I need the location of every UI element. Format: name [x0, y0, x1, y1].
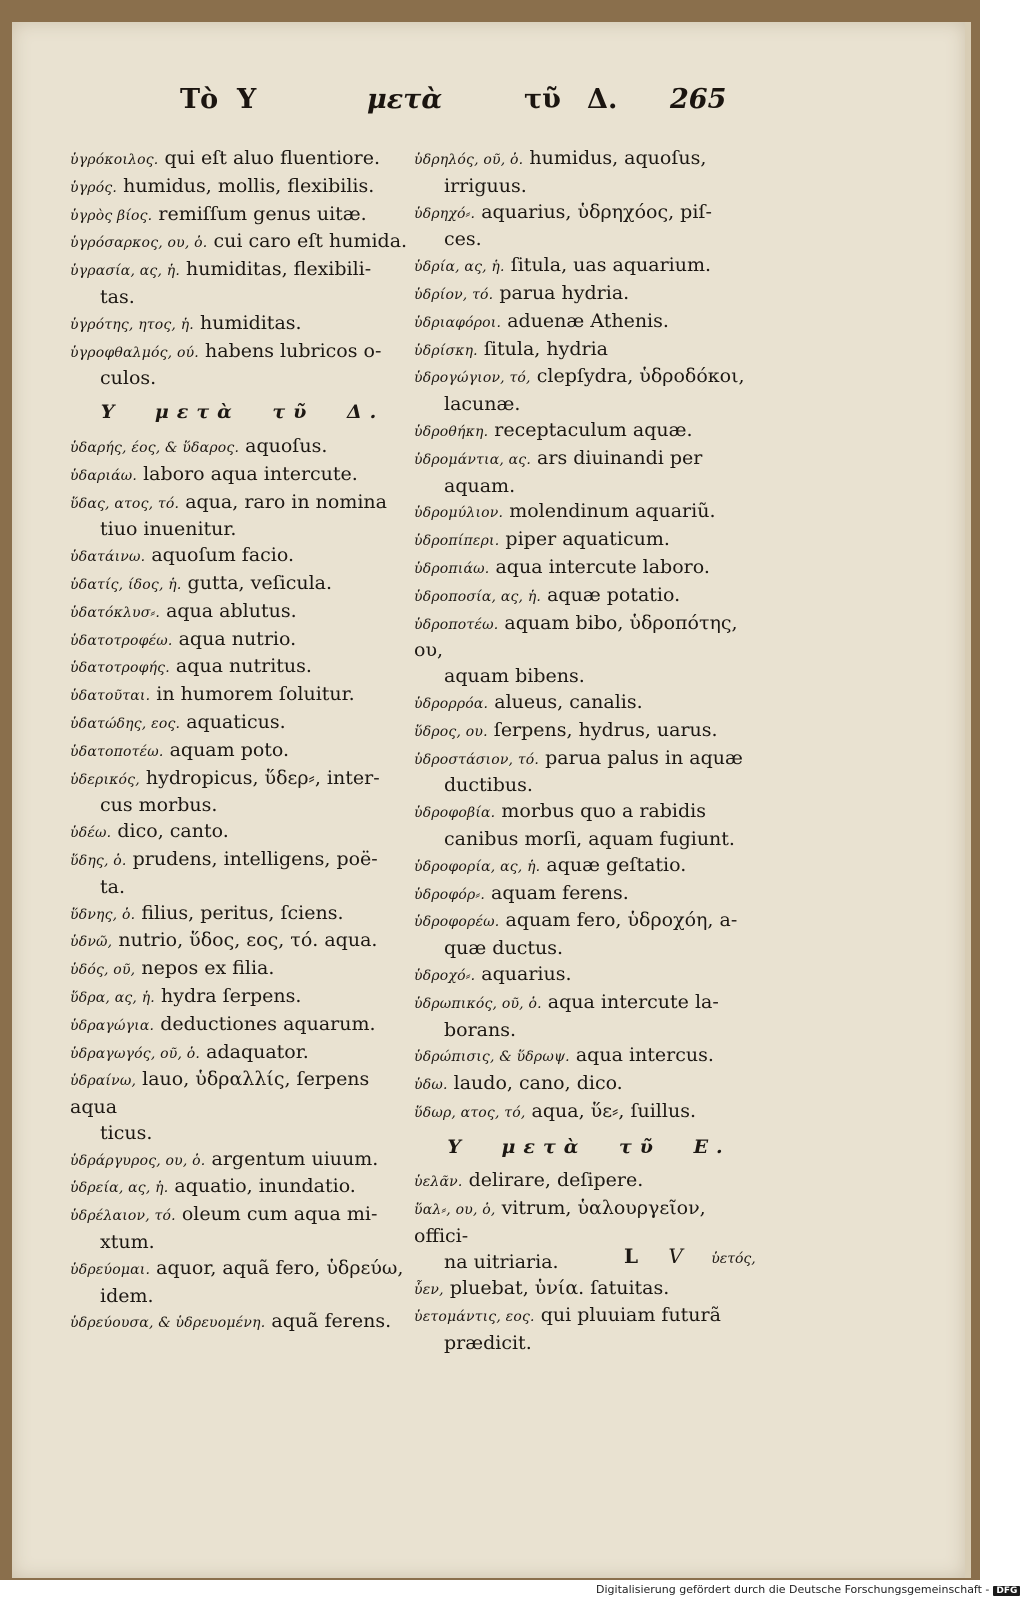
dictionary-entry — [70, 257, 415, 311]
dictionary-entry — [70, 434, 415, 462]
definition-continuation: na uitriaria. — [444, 1250, 559, 1273]
dictionary-entry — [414, 337, 764, 365]
latin-definition: molendinum aquariũ. — [509, 500, 716, 523]
greek-headword: ὑδραίνω, — [70, 1073, 137, 1090]
dictionary-entry — [414, 418, 764, 446]
latin-definition: receptaculum aquæ. — [494, 418, 693, 441]
latin-definition: morbus quo a rabidis — [501, 800, 706, 823]
dictionary-entry — [70, 654, 415, 682]
greek-headword: ὕδωρ, ατος, τό, — [414, 1104, 526, 1121]
latin-definition: deductiones aquarum. — [160, 1012, 376, 1035]
greek-headword: ὕδρα, ας, ἡ. — [70, 989, 155, 1006]
latin-definition: parua palus in aquæ — [545, 746, 743, 769]
greek-headword: ὕδρος, ου. — [414, 723, 488, 740]
dictionary-entry — [414, 881, 764, 909]
digitization-footer — [596, 1583, 1018, 1599]
latin-definition: aquam fero, ὑδροχόη, a- — [505, 909, 738, 932]
definition-continuation: xtum. — [100, 1231, 155, 1254]
greek-headword: ὑγροφθαλμός, ού. — [70, 344, 199, 361]
dictionary-entry — [414, 853, 764, 881]
dictionary-entry — [70, 311, 415, 339]
latin-definition: aquarius. — [481, 962, 572, 985]
latin-definition: ars diuinandi per — [537, 446, 703, 469]
greek-headword: ὑγρότης, ητος, ἡ. — [70, 316, 194, 333]
greek-headword: ὑδροχό⸗. — [414, 967, 476, 984]
greek-headword: ὑδατίς, ίδος, ἡ. — [70, 576, 182, 593]
greek-headword: ὗεν, — [414, 1281, 444, 1298]
greek-headword: ὑδραγώγια. — [70, 1017, 155, 1034]
latin-definition: aquor, aquã fero, ὑδρεύω, — [156, 1256, 404, 1279]
greek-headword: ὑδρογώγιον, τό, — [414, 370, 531, 387]
header-word-1: Τὸ — [180, 84, 219, 115]
definition-continuation: irriguus. — [444, 174, 527, 197]
latin-definition: parua hydria. — [499, 281, 630, 304]
greek-headword: ὕαλ⸗, ου, ὁ, — [414, 1202, 496, 1219]
greek-headword: ὑδατοῦται. — [70, 688, 151, 705]
greek-headword: ὕδης, ὁ. — [70, 852, 127, 869]
book-page — [12, 22, 971, 1578]
latin-definition: aquoſum facio. — [151, 544, 295, 567]
right-entries — [414, 146, 764, 1127]
latin-definition: aqua nutrio. — [178, 627, 297, 650]
latin-definition: aqua intercute la- — [547, 990, 719, 1013]
dictionary-entry — [414, 555, 764, 583]
latin-definition: aquaticus. — [186, 710, 286, 733]
dictionary-entry — [70, 174, 415, 202]
dictionary-entry — [70, 339, 415, 393]
dictionary-entry — [414, 146, 764, 200]
dictionary-entry — [414, 1043, 764, 1071]
dictionary-entry — [70, 1147, 415, 1175]
definition-continuation: idem. — [100, 1284, 154, 1307]
dictionary-entry — [70, 1309, 415, 1337]
greek-headword: ὕδας, ατος, τό. — [70, 495, 180, 512]
greek-headword: ὑδρίσκη. — [414, 342, 478, 359]
dfg-logo: DFG — [993, 1586, 1020, 1596]
definition-continuation: borans. — [444, 1018, 517, 1041]
latin-definition: humiditas. — [200, 311, 302, 334]
greek-headword: ὑδρία, ας, ἡ. — [414, 259, 505, 276]
greek-headword: ὑγρὸς βίος. — [70, 207, 153, 224]
dictionary-entry — [70, 1012, 415, 1040]
dictionary-entry — [414, 990, 764, 1044]
greek-headword: ὑδαριάω. — [70, 467, 138, 484]
latin-definition: dico, canto. — [117, 820, 229, 843]
latin-definition: laboro aqua intercute. — [143, 462, 358, 485]
latin-definition: piper aquaticum. — [505, 528, 670, 551]
catchword-text: ὑετός, — [711, 1251, 756, 1267]
dictionary-entry — [414, 1303, 764, 1357]
running-header — [12, 84, 965, 134]
dictionary-entry — [70, 627, 415, 655]
greek-headword: ὑδροπιάω. — [414, 560, 490, 577]
greek-headword: ὑδρεύουσα, & ὑδρευομένη. — [70, 1315, 266, 1332]
latin-definition: aquoſus. — [245, 434, 328, 457]
greek-headword: ὑελᾶν. — [414, 1174, 463, 1191]
latin-definition: qui eſt aluo fluentiore. — [164, 147, 380, 169]
dictionary-entry — [414, 746, 764, 800]
greek-headword: ὑδατόκλυσ⸗. — [70, 604, 161, 621]
dictionary-entry — [414, 690, 764, 718]
greek-headword: ὑδρομάντια, ας. — [414, 451, 531, 468]
latin-definition: delirare, deſipere. — [468, 1169, 644, 1192]
latin-definition: remiſſum genus uitæ. — [158, 202, 367, 225]
dictionary-entry — [70, 599, 415, 627]
greek-headword: ὑδω. — [414, 1077, 448, 1094]
greek-headword: ὑδράργυρος, ου, ὁ. — [70, 1152, 206, 1169]
latin-definition: hydropicus, ὕδερ⸗, inter- — [145, 766, 380, 789]
latin-definition: aquatio, inundatio. — [174, 1175, 356, 1198]
latin-definition: aqua ablutus. — [166, 599, 297, 622]
latin-definition: aquæ potatio. — [547, 583, 681, 606]
definition-continuation: ta. — [100, 875, 126, 898]
latin-definition: ſitula, hydria — [483, 337, 608, 360]
header-word-2: Υ — [237, 84, 257, 115]
greek-headword: ὑδροφοβία. — [414, 805, 496, 822]
greek-headword: ὑδρεύομαι. — [70, 1261, 151, 1278]
dictionary-entry — [70, 819, 415, 847]
definition-continuation: canibus morſi, aquam fugiunt. — [444, 827, 735, 850]
greek-headword: ὑδρομύλιον. — [414, 505, 504, 522]
dictionary-entry — [414, 1099, 764, 1127]
left-entries-top — [70, 146, 415, 392]
definition-continuation: culos. — [100, 367, 157, 390]
dictionary-entry — [414, 281, 764, 309]
latin-definition: aquam bibo, ὑδροπότης, ου, — [414, 611, 738, 662]
dictionary-entry — [70, 202, 415, 230]
dictionary-entry — [70, 462, 415, 490]
latin-definition: ſerpens, hydrus, uarus. — [493, 718, 718, 741]
definition-continuation: aquam. — [444, 474, 516, 497]
left-column — [70, 146, 415, 1337]
dictionary-entry — [70, 1256, 415, 1310]
greek-headword: ὑδρηχό⸗. — [414, 205, 476, 222]
greek-headword: ὑδρορρόα. — [414, 695, 489, 712]
greek-headword: ὑδριαφόροι. — [414, 314, 502, 331]
dictionary-entry — [414, 1276, 764, 1304]
dictionary-entry — [414, 499, 764, 527]
definition-continuation: tiuo inuenitur. — [100, 518, 237, 541]
definition-continuation: tas. — [100, 285, 135, 308]
dictionary-entry — [70, 984, 415, 1012]
latin-definition: aqua, ὕε⸗, ſuillus. — [531, 1099, 696, 1122]
dictionary-entry — [414, 527, 764, 555]
greek-headword: ὑγρόκοιλος. — [70, 152, 159, 168]
dictionary-entry — [70, 1174, 415, 1202]
dictionary-entry — [414, 1071, 764, 1099]
definition-continuation: ductibus. — [444, 774, 533, 797]
header-word-4: τῦ — [524, 84, 561, 115]
dictionary-entry — [414, 253, 764, 281]
left-entries-bottom — [70, 434, 415, 1337]
greek-headword: ὑδαρής, έος, & ὕδαρος. — [70, 439, 240, 456]
dictionary-entry — [414, 718, 764, 746]
latin-definition: aqua nutritus. — [175, 655, 312, 678]
greek-headword: ὑγρόσαρκος, ου, ὁ. — [70, 235, 208, 252]
latin-definition: nutrio, ὕδος, εος, τό. aqua. — [118, 929, 378, 952]
latin-definition: aqua, raro in nomina — [185, 490, 387, 513]
latin-definition: aquã ferens. — [271, 1310, 392, 1333]
greek-headword: ὑδροφορία, ας, ἡ. — [414, 858, 541, 875]
dictionary-entry — [414, 962, 764, 990]
dictionary-entry — [70, 956, 415, 984]
dictionary-entry — [70, 766, 415, 820]
dictionary-entry — [70, 1202, 415, 1256]
latin-definition: lauo, ὑδραλλίς, ſerpens aqua — [70, 1068, 370, 1119]
latin-definition: adaquator. — [206, 1040, 309, 1063]
signature-letter: V — [668, 1244, 683, 1268]
dictionary-entry — [70, 229, 415, 257]
latin-definition: argentum uiuum. — [211, 1147, 379, 1170]
greek-headword: ὑδερικός, — [70, 771, 140, 788]
latin-definition: clepſydra, ὑδροδόκοι, — [536, 365, 745, 388]
dictionary-entry — [70, 1067, 415, 1146]
greek-headword: ὑδροποσία, ας, ἡ. — [414, 588, 542, 605]
greek-headword: ὑδρωπικός, οῦ, ὁ. — [414, 995, 542, 1012]
latin-definition: aquam ferens. — [491, 881, 629, 904]
definition-continuation: cus morbus. — [100, 794, 218, 817]
page-number: 265 — [670, 84, 727, 115]
definition-continuation: lacunæ. — [444, 393, 521, 416]
greek-headword: ὑγρασία, ας, ἡ. — [70, 263, 180, 280]
dictionary-entry — [414, 1168, 764, 1196]
catchword — [624, 1244, 756, 1268]
greek-headword: ὑδροποτέω. — [414, 616, 499, 633]
greek-headword: ὑδατώδης, εος. — [70, 715, 181, 732]
dictionary-entry — [70, 847, 415, 901]
dictionary-entry — [70, 710, 415, 738]
signature-mark: L — [624, 1244, 639, 1268]
dictionary-entry — [70, 901, 415, 929]
greek-headword: ὑδέω. — [70, 825, 112, 842]
definition-continuation: aquam bibens. — [444, 665, 585, 688]
greek-headword: ὑδός, οῦ, — [70, 962, 136, 979]
greek-headword: ὑδατοτροφής. — [70, 660, 170, 677]
latin-definition: pluebat, ὑνία. ſatuitas. — [449, 1276, 670, 1299]
greek-headword: ὑγρός. — [70, 179, 118, 196]
dictionary-entry — [70, 682, 415, 710]
dictionary-entry — [414, 364, 764, 418]
right-column — [414, 146, 764, 1357]
greek-headword: ὑδατοτροφέω. — [70, 632, 173, 649]
definition-continuation: quæ ductus. — [444, 937, 564, 960]
dictionary-entry — [414, 200, 764, 254]
dictionary-entry — [414, 583, 764, 611]
greek-headword: ὑδατοποτέω. — [70, 743, 164, 760]
dictionary-entry — [70, 1040, 415, 1068]
latin-definition: laudo, cano, dico. — [453, 1072, 623, 1095]
latin-definition: humidus, mollis, flexibilis. — [123, 174, 375, 197]
dictionary-entry — [70, 738, 415, 766]
latin-definition: humiditas, flexibili- — [186, 258, 372, 281]
greek-headword: ὑδρεία, ας, ἡ. — [70, 1180, 169, 1197]
latin-definition: aquam poto. — [169, 738, 290, 761]
greek-headword: ὑδρηλός, οῦ, ὁ. — [414, 152, 524, 168]
latin-definition: filius, peritus, ſciens. — [141, 901, 344, 924]
dictionary-entry — [70, 146, 415, 174]
right-section-heading: Υ μετὰ τῦ Ε. — [447, 1135, 731, 1158]
header-word-3: μετὰ — [367, 84, 443, 115]
latin-definition: prudens, intelligens, poë- — [132, 847, 378, 870]
dictionary-entry — [414, 611, 764, 690]
latin-definition: in humorem ſoluitur. — [156, 683, 355, 706]
latin-definition: cui caro eſt humida. — [213, 230, 408, 253]
latin-definition: qui pluuiam futurã — [540, 1304, 721, 1327]
footer-text: Digitalisierung gefördert durch die Deutsche Forschungsgemeinschaft - — [596, 1583, 990, 1596]
dictionary-entry — [414, 908, 764, 962]
greek-headword: ὑδροθήκη. — [414, 423, 489, 440]
greek-headword: ὑδραγωγός, οῦ, ὁ. — [70, 1045, 201, 1062]
greek-headword: ὑδρίον, τό. — [414, 286, 494, 303]
greek-headword: ὑετομάντις, εος. — [414, 1309, 535, 1326]
latin-definition: aquæ geſtatio. — [546, 853, 687, 876]
definition-continuation: ces. — [444, 228, 482, 251]
header-word-5: Δ. — [587, 84, 618, 115]
latin-definition: hydra ſerpens. — [161, 984, 302, 1007]
greek-headword: ὑδροφόρ⸗. — [414, 886, 485, 903]
latin-definition: alueus, canalis. — [494, 690, 643, 713]
dictionary-entry — [70, 490, 415, 544]
greek-headword: ὑδρέλαιον, τό. — [70, 1208, 176, 1225]
latin-definition: oleum cum aqua mi- — [181, 1203, 378, 1226]
greek-headword: ὑδατάινω. — [70, 549, 146, 566]
dictionary-entry — [414, 446, 764, 500]
latin-definition: aduenæ Athenis. — [507, 309, 669, 332]
definition-continuation: prædicit. — [444, 1332, 532, 1355]
dictionary-entry — [414, 799, 764, 853]
greek-headword: ὑδνῶ, — [70, 934, 113, 951]
latin-definition: aquarius, ὑδρηχόος, piſ- — [481, 200, 712, 223]
latin-definition: nepos ex filia. — [141, 957, 275, 980]
left-section-heading: Υ μετὰ τῦ Δ. — [100, 401, 385, 424]
dictionary-entry — [70, 543, 415, 571]
latin-definition: ſitula, uas aquarium. — [510, 254, 712, 277]
dictionary-entry — [70, 571, 415, 599]
dictionary-entry — [70, 928, 415, 956]
latin-definition: gutta, veſicula. — [187, 571, 333, 594]
latin-definition: vitrum, ὑαλουργεῖον, offici- — [414, 1197, 706, 1248]
greek-headword: ὕδνης, ὁ. — [70, 906, 136, 923]
latin-definition: habens lubricos o- — [205, 339, 382, 362]
greek-headword: ὑδροπίπερι. — [414, 533, 500, 550]
latin-definition: humidus, aquoſus, — [529, 147, 707, 169]
definition-continuation: ticus. — [100, 1121, 153, 1144]
dictionary-entry — [414, 309, 764, 337]
greek-headword: ὑδροστάσιον, τό. — [414, 751, 540, 768]
greek-headword: ὑδρώπισις, & ὕδρωψ. — [414, 1049, 570, 1066]
latin-definition: aqua intercute laboro. — [495, 555, 710, 578]
greek-headword: ὑδροφορέω. — [414, 914, 500, 931]
latin-definition: aqua intercus. — [575, 1044, 714, 1067]
